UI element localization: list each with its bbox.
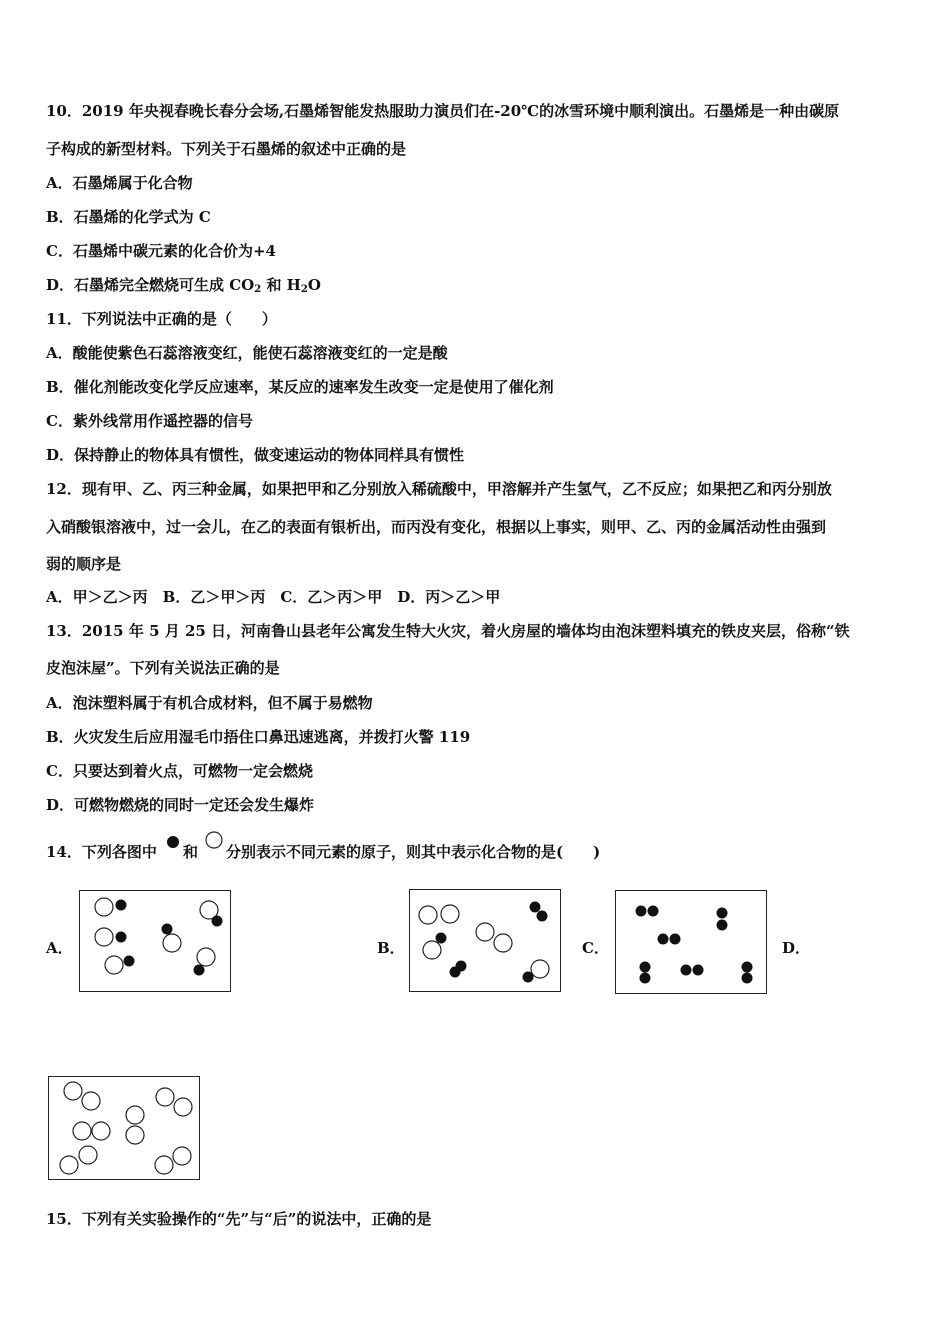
q12-options: A．甲＞乙＞丙 B．乙＞甲＞丙 C．乙＞丙＞甲 D．丙＞乙＞甲 [46, 588, 501, 606]
q11-option-b: B．催化剂能改变化学反应速率，某反应的速率发生改变一定是使用了催化剂 [46, 378, 554, 396]
q10-option-d: D．石墨烯完全燃烧可生成 $CO_2$ 和 $H_2O$ [46, 276, 321, 295]
q13-option-a: A．泡沫塑料属于有机合成材料，但不属于易燃物 [46, 694, 373, 712]
q10-stem-line2: 子构成的新型材料。下列关于石墨烯的叙述中正确的是 [46, 140, 407, 158]
q14-stem-part3: 分别表示不同元素的原子，则其中表示化合物的是( ) [226, 843, 601, 861]
q14-diagram-c [615, 890, 767, 994]
q11-option-c: C．紫外线常用作遥控器的信号 [46, 412, 253, 430]
white-atom-icon [204, 830, 224, 850]
q10-option-a: A．石墨烯属于化合物 [46, 174, 193, 192]
q14-diagram-d [48, 1076, 200, 1180]
q13-option-d: D．可燃物燃烧的同时一定还会发生爆炸 [46, 796, 315, 814]
q13-option-c: C．只要达到着火点，可燃物一定会燃烧 [46, 762, 313, 780]
q10-stem-line1: 10．2019 年央视春晚长春分会场,石墨烯智能发热服助力演员们在-20℃的冰雪环境中顺利演出。石墨烯是一种由碳原 [46, 102, 840, 120]
q12-stem-line3: 弱的顺序是 [46, 555, 122, 573]
q12-stem-line1: 12．现有甲、乙、丙三种金属，如果把甲和乙分别放入稀硫酸中，甲溶解并产生氢气，乙不反应；如果把乙和丙分别放 [46, 480, 832, 498]
q13-stem-line1: 13．2015 年 5 月 25 日，河南鲁山县老年公寓发生特大火灾，着火房屋的墙体均由泡沫塑料填充的铁皮夹层，俗称“铁 [46, 622, 850, 640]
q10-option-c: C．石墨烯中碳元素的化合价为+4 [46, 242, 276, 260]
q14-label-d: D． [782, 939, 811, 957]
q10-option-b: B．石墨烯的化学式为 C [46, 208, 211, 226]
q15-stem: 15．下列有关实验操作的“先”与“后”的说法中，正确的是 [46, 1210, 432, 1228]
q11-option-a: A．酸能使紫色石蕊溶液变红，能使石蕊溶液变红的一定是酸 [46, 344, 448, 362]
q14-stem-part1: 14．下列各图中 [46, 843, 157, 861]
q14-label-a: A． [46, 939, 73, 957]
q12-stem-line2: 入硝酸银溶液中，过一会儿，在乙的表面有银析出，而丙没有变化，根据以上事实，则甲、乙、丙的金属活动性由强到 [46, 518, 827, 536]
q14-diagram-b [409, 889, 561, 992]
q13-stem-line2: 皮泡沫屋”。下列有关说法正确的是 [46, 659, 280, 677]
q14-label-b: B． [377, 939, 405, 957]
q13-option-b: B．火灾发生后应用湿毛巾捂住口鼻迅速逃离，并拨打火警 119 [46, 728, 471, 746]
q11-option-d: D．保持静止的物体具有惯性，做变速运动的物体同样具有惯性 [46, 446, 465, 464]
q14-label-c: C． [582, 939, 609, 957]
q11-stem: 11．下列说法中正确的是（ ） [46, 310, 277, 328]
q14-diagram-a [79, 890, 231, 992]
q14-stem-part2: 和 [183, 843, 199, 861]
black-atom-icon [165, 834, 181, 850]
